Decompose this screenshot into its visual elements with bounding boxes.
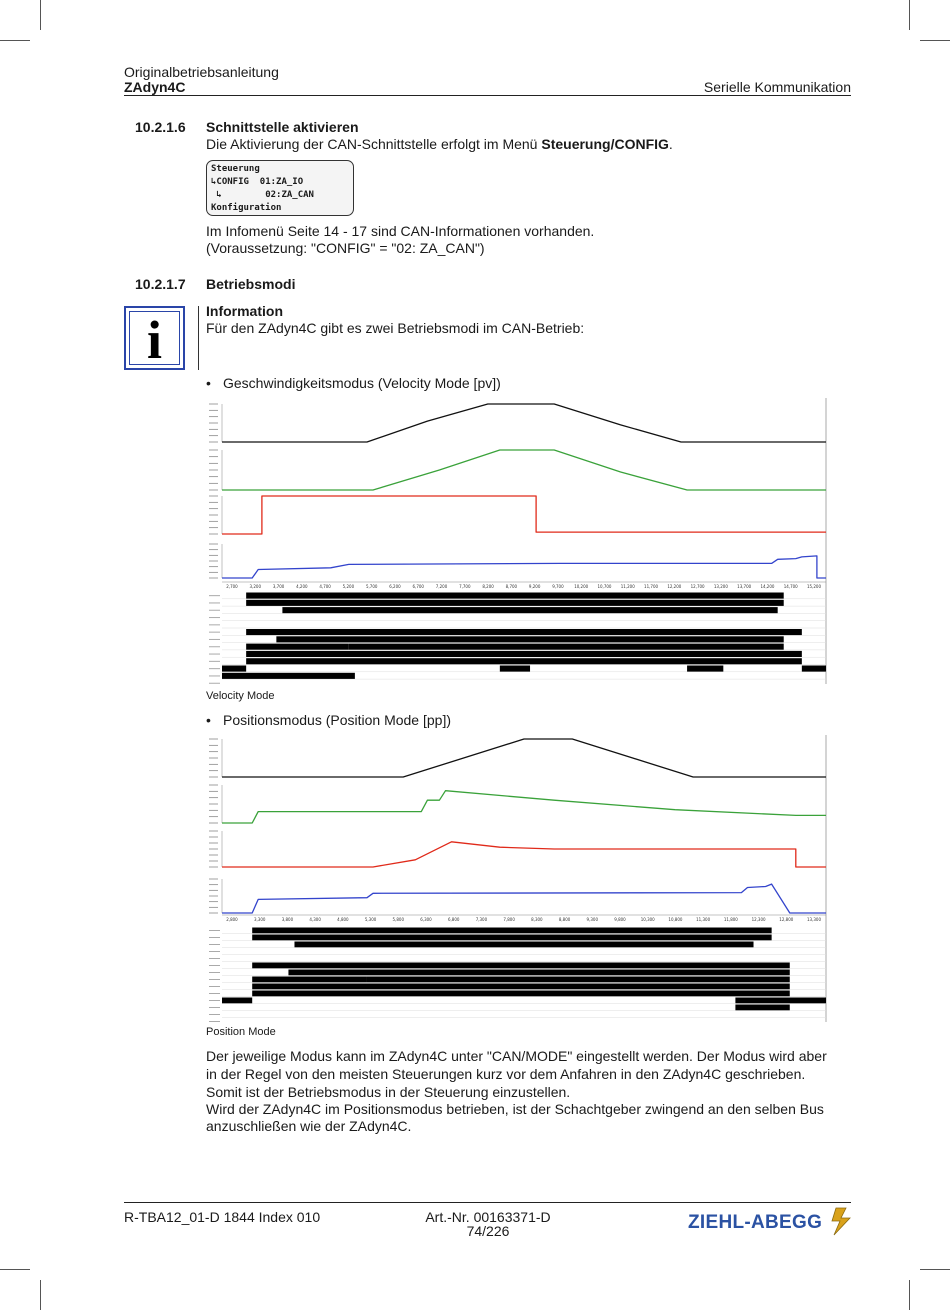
section-title: Betriebsmodi <box>206 276 296 292</box>
lcd-line-with-arrow <box>211 176 353 189</box>
x-tick-label: 2,800 <box>226 917 238 922</box>
x-tick-label: 13,200 <box>713 584 728 589</box>
page-number: 74/226 <box>466 1223 510 1239</box>
closing-line: Wird der ZAdyn4C im Positionsmodus betrieben, ist der Schachtgeber zwingend an den selben Bus <box>206 1101 824 1117</box>
digital-bar <box>294 942 753 948</box>
return-arrow-icon: ↳ <box>211 190 222 200</box>
bullet-text: Positionsmodus (Position Mode [pp]) <box>223 712 451 728</box>
return-arrow-icon: ↳ <box>211 177 217 187</box>
x-tick-label: 5,700 <box>365 584 378 589</box>
digital-bar <box>246 644 349 650</box>
x-tick-label: 10,800 <box>668 917 683 922</box>
x-tick-label: 11,300 <box>696 917 711 922</box>
digital-bar <box>222 673 355 679</box>
x-tick-label: 2,700 <box>226 584 238 589</box>
info-label: Information <box>206 303 283 319</box>
x-tick-label: 12,200 <box>667 584 682 589</box>
lcd-line: Steuerung <box>211 164 260 174</box>
x-tick-label: 3,700 <box>272 584 285 589</box>
crop-mark <box>920 40 950 41</box>
section-title: Schnittstelle aktivieren <box>206 119 359 135</box>
info-divider <box>198 306 199 370</box>
activation-text: Die Aktivierung der CAN-Schnittstelle erfolgt im Menü <box>206 136 542 152</box>
x-tick-label: 11,700 <box>644 584 659 589</box>
bullet-icon: • <box>206 375 211 391</box>
closing-line: anzuschließen wie der ZAdyn4C. <box>206 1118 412 1134</box>
lcd-line: 02:ZA_CAN <box>221 190 314 200</box>
x-tick-label: 7,800 <box>503 917 515 922</box>
x-tick-label: 4,200 <box>296 584 308 589</box>
bullet-velocity-mode <box>206 375 501 391</box>
section-number: 10.2.1.7 <box>135 276 186 292</box>
x-tick-label: 13,300 <box>807 917 821 922</box>
chart-caption: Velocity Mode <box>206 690 275 702</box>
crop-mark <box>40 1280 41 1310</box>
digital-bar <box>252 984 790 990</box>
digital-bar <box>222 998 252 1004</box>
x-tick-label: 11,800 <box>723 917 738 922</box>
x-tick-label: 9,800 <box>614 917 626 922</box>
x-tick-label: 6,300 <box>420 917 432 922</box>
digital-bar <box>246 600 784 606</box>
digital-bar <box>246 629 802 635</box>
x-tick-label: 14,200 <box>760 584 775 589</box>
digital-bar <box>282 607 777 613</box>
x-tick-label: 12,300 <box>751 917 766 922</box>
x-tick-label: 4,700 <box>319 584 331 589</box>
digital-bar <box>288 970 789 976</box>
bullet-position-mode <box>206 712 451 728</box>
x-tick-label: 13,700 <box>737 584 752 589</box>
digital-bar <box>367 977 790 983</box>
x-tick-label: 12,700 <box>690 584 705 589</box>
x-tick-label: 7,200 <box>435 584 448 589</box>
x-tick-label: 9,700 <box>552 584 564 589</box>
chart-caption: Position Mode <box>206 1026 276 1038</box>
info-i-glyph: i <box>146 310 162 370</box>
header-doc-type: Originalbetriebsanleitung <box>124 64 279 80</box>
footer-doc-ref: R-TBA12_01-D 1844 Index 010 <box>124 1209 321 1225</box>
x-tick-label: 3,200 <box>249 584 262 589</box>
digital-bar <box>252 977 367 983</box>
footer-divider <box>124 1202 851 1203</box>
x-tick-label: 6,800 <box>447 917 460 922</box>
information-icon-frame <box>129 310 180 370</box>
digital-bar <box>246 593 784 599</box>
logo-emblem-icon <box>830 1206 854 1236</box>
header-chapter: Serielle Kommunikation <box>703 79 851 95</box>
closing-line: in der Regel von den meisten Steuerungen kurz vor dem Anfahren in den ZAdyn4C geschrieben. <box>206 1066 806 1082</box>
digital-bar <box>802 666 826 672</box>
x-tick-label: 10,700 <box>597 584 612 589</box>
x-tick-label: 6,700 <box>412 584 424 589</box>
x-tick-label: 11,200 <box>620 584 635 589</box>
digital-bar <box>222 666 246 672</box>
lcd-line: Konfiguration <box>211 203 282 213</box>
crop-mark <box>0 40 30 41</box>
x-tick-label: 9,200 <box>528 584 541 589</box>
x-tick-label: 10,300 <box>640 917 655 922</box>
crop-mark <box>920 1269 950 1270</box>
activation-paragraph <box>206 136 673 154</box>
lcd-display <box>206 160 354 216</box>
bullet-icon: • <box>206 712 211 728</box>
prerequisite-note: (Voraussetzung: "CONFIG" = "02: ZA_CAN") <box>206 240 485 256</box>
x-tick-label: 10,200 <box>574 584 589 589</box>
digital-bar <box>687 666 723 672</box>
crop-mark <box>909 0 910 30</box>
position-mode-chart <box>206 735 828 1022</box>
digital-bar <box>349 644 784 650</box>
digital-bar <box>252 928 771 934</box>
logo-text: ZIEHL-ABEGG <box>688 1212 823 1233</box>
closing-line: Somit ist der Betriebsmodus in der Steuerung einzustellen. <box>206 1084 571 1100</box>
x-tick-label: 4,800 <box>337 917 349 922</box>
activation-period: . <box>668 136 673 152</box>
header-divider <box>124 95 851 96</box>
menu-path: Steuerung/CONFIG <box>541 136 669 152</box>
x-tick-label: 14,700 <box>783 584 798 589</box>
lcd-line-with-arrow <box>211 189 353 202</box>
x-tick-label: 7,700 <box>459 584 471 589</box>
closing-line: Der jeweilige Modus kann im ZAdyn4C unter "CAN/MODE" eingestellt werden. Der Modus wird aber <box>206 1048 827 1064</box>
x-tick-label: 8,800 <box>558 917 571 922</box>
x-tick-label: 8,300 <box>531 917 543 922</box>
digital-bar <box>246 651 802 657</box>
x-tick-label: 15,200 <box>807 584 821 589</box>
x-tick-label: 5,200 <box>342 584 355 589</box>
digital-bar <box>252 935 771 941</box>
x-tick-label: 8,200 <box>482 584 494 589</box>
info-menu-note: Im Infomenü Seite 14 - 17 sind CAN-Informationen vorhanden. <box>206 223 595 239</box>
digital-bar <box>252 963 790 969</box>
x-tick-label: 5,800 <box>392 917 405 922</box>
crop-mark <box>0 1269 30 1270</box>
digital-bar <box>735 1005 789 1011</box>
x-tick-label: 5,300 <box>364 917 377 922</box>
digital-bar <box>276 636 783 642</box>
digital-bar <box>246 658 802 664</box>
digital-bar <box>735 998 826 1004</box>
information-icon <box>124 306 185 370</box>
x-tick-label: 9,300 <box>586 917 599 922</box>
digital-bar <box>252 991 790 997</box>
bullet-text: Geschwindigkeitsmodus (Velocity Mode [pv]) <box>223 375 501 391</box>
x-tick-label: 3,300 <box>253 917 266 922</box>
x-tick-label: 8,700 <box>505 584 518 589</box>
section-number: 10.2.1.6 <box>135 119 186 135</box>
x-tick-label: 6,200 <box>389 584 401 589</box>
x-tick-label: 12,800 <box>779 917 794 922</box>
x-tick-label: 4,300 <box>309 917 321 922</box>
info-text: Für den ZAdyn4C gibt es zwei Betriebsmodi im CAN-Betrieb: <box>206 320 585 336</box>
footer-art-no: Art.-Nr. 00163371-D <box>425 1209 551 1225</box>
lcd-line: CONFIG 01:ZA_IO <box>216 177 304 187</box>
ziehl-abegg-logo <box>688 1206 854 1238</box>
velocity-mode-chart <box>206 398 828 684</box>
x-tick-label: 7,300 <box>475 917 488 922</box>
x-tick-label: 3,800 <box>281 917 294 922</box>
header-product: ZAdyn4C <box>124 79 186 95</box>
crop-mark <box>909 1280 910 1310</box>
crop-mark <box>40 0 41 30</box>
digital-bar <box>500 666 530 672</box>
